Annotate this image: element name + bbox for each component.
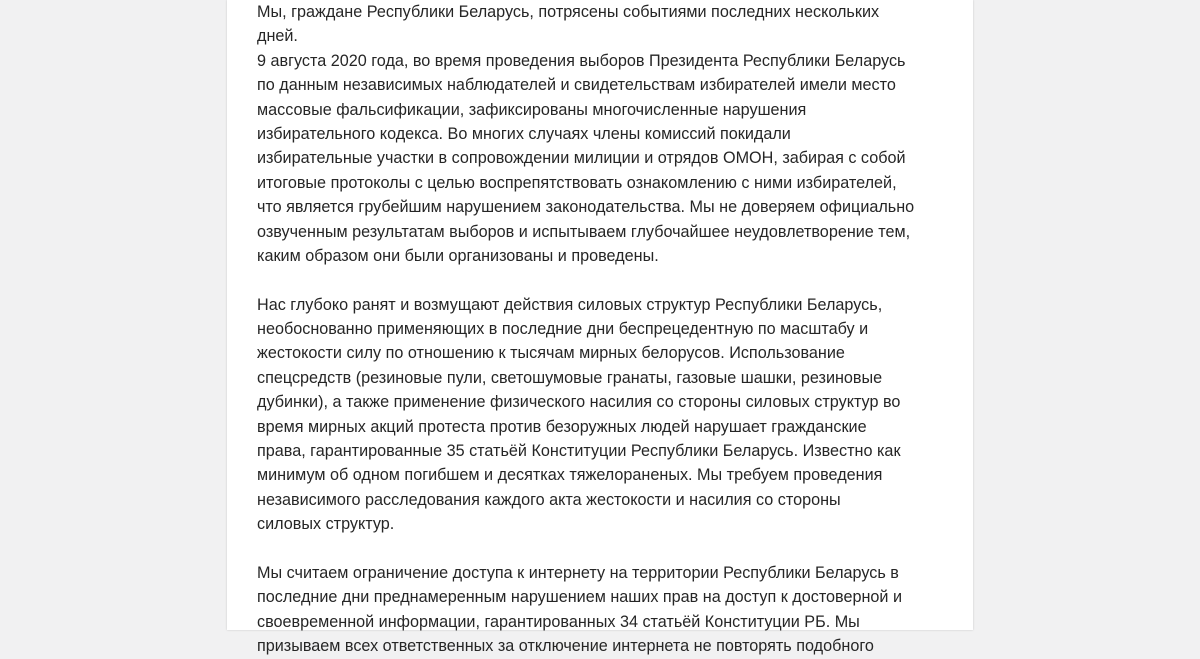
paragraph — [257, 561, 957, 659]
text-line: каким образом они были организованы и проведены. — [257, 246, 659, 265]
text-line: своевременной информации, гарантированных 34 статьёй Конституции РБ. Мы — [257, 612, 860, 631]
paragraph-gap — [257, 268, 957, 292]
text-line: 9 августа 2020 года, во время проведения выборов Президента Республики Беларусь — [257, 51, 906, 70]
text-line: итоговые протоколы с целью воспрепятствовать ознакомлению с ними избирателей, — [257, 173, 897, 192]
text-line: дней. — [257, 27, 298, 46]
text-line: Мы считаем ограничение доступа к интернету на территории Республики Беларусь в — [257, 563, 899, 582]
text-line: независимого расследования каждого акта жестокости и насилия со стороны — [257, 490, 841, 509]
text-line: озвученным результатам выборов и испытываем глубочайшее неудовлетворение тем, — [257, 222, 911, 241]
text-line: минимум об одном погибшем и десятках тяжелораненых. Мы требуем проведения — [257, 466, 883, 485]
text-line: призываем всех ответственных за отключение интернета не повторять подобного — [257, 637, 874, 656]
text-line: права, гарантированные 35 статьёй Конституции Республики Беларусь. Известно как — [257, 442, 901, 461]
text-line: избирательные участки в сопровождении милиции и отрядов ОМОН, забирая с собой — [257, 149, 906, 168]
text-line: массовые фальсификации, зафиксированы многочисленные нарушения — [257, 100, 807, 119]
text-line: жестокости силу по отношению к тысячам мирных белорусов. Использование — [257, 344, 845, 363]
text-line: силовых структур. — [257, 515, 395, 534]
text-line: что является грубейшим нарушением законодательства. Мы не доверяем официально — [257, 198, 915, 217]
paragraph — [257, 293, 957, 537]
paragraph — [257, 0, 957, 268]
text-line: дубинки), а также применение физического насилия со стороны силовых структур во — [257, 393, 901, 412]
text-line: спецсредств (резиновые пули, светошумовые гранаты, газовые шашки, резиновые — [257, 368, 883, 387]
document-page — [227, 0, 973, 656]
text-line: Нас глубоко ранят и возмущают действия силовых структур Республики Беларусь, — [257, 295, 883, 314]
text-line: необоснованно применяющих в последние дни беспрецедентную по масштабу и — [257, 320, 869, 339]
text-line: избирательного кодекса. Во многих случаях члены комиссий покидали — [257, 124, 791, 143]
text-line: Мы, граждане Республики Беларусь, потрясены событиями последних нескольких — [257, 3, 880, 21]
text-line: время мирных акций протеста против безоружных людей нарушает гражданские — [257, 417, 867, 436]
text-line: последние дни преднамеренным нарушением наших прав на доступ к достоверной и — [257, 588, 903, 607]
paragraph-gap — [257, 537, 957, 561]
document-body — [257, 0, 957, 659]
text-line: по данным независимых наблюдателей и свидетельствам избирателей имели место — [257, 76, 896, 95]
